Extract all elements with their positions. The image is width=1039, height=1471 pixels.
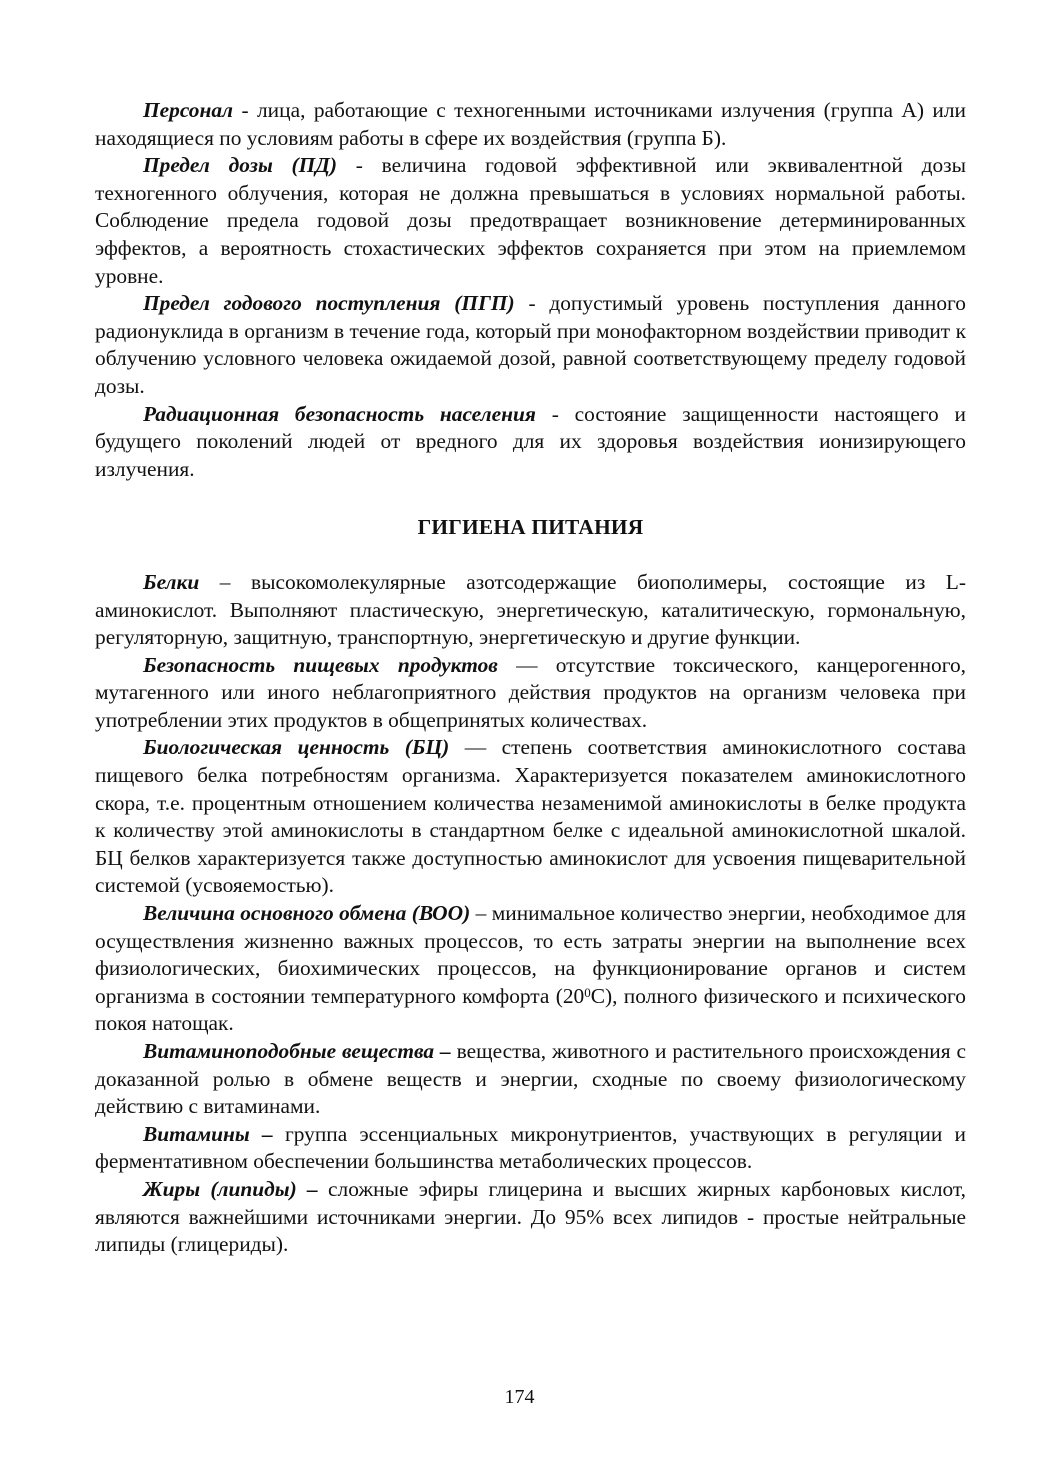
term: Витамины – [143, 1121, 273, 1146]
definition-text: — степень соответствия аминокислотного состава пищевого белка потребностям организма. Характеризуется показателем аминокислотного скора, т.е. процентным отношением количества незаменимой аминокислоты в белке продукта к количеству этой аминокислоты в стандартном белке с идеальной аминокислотной шкалой. БЦ белков характеризуется также доступностью аминокислот для усвоения пищеварительной системой (усвояемостью). [95, 735, 967, 898]
page-body [95, 97, 966, 1259]
superscript: 0 [584, 984, 591, 1000]
definition-text: - состояние защищенности настоящего и будущего поколений людей от вредного для их здоровья воздействия ионизирующего излучения. [95, 401, 966, 481]
definition-vitamin-like-substances [95, 1038, 966, 1121]
term: Биологическая ценность (БЦ) [143, 735, 450, 760]
definition-biological-value [95, 734, 966, 900]
term: Безопасность пищевых продуктов [143, 652, 498, 677]
term: Белки [143, 569, 200, 594]
definition-dose-limit [95, 152, 966, 290]
definition-text: - лица, работающие с техногенными источниками излучения (группа А) или находящиеся по условиям работы в сфере их воздействия (группа Б). [95, 98, 966, 150]
section-title: ГИГИЕНА ПИТАНИЯ [417, 515, 644, 540]
page-number: 174 [504, 1386, 535, 1408]
definition-annual-intake-limit [95, 290, 966, 400]
definition-basal-metabolism [95, 900, 966, 1038]
definition-proteins [95, 569, 966, 652]
term: Предел дозы (ПД) [143, 153, 338, 178]
term: Предел годового поступления (ПГП) [143, 291, 515, 316]
definition-text: — отсутствие токсического, канцерогенного, мутагенного или иного неблагоприятного действия продуктов на организм человека при употреблении этих продуктов в общепринятых количествах. [95, 652, 966, 732]
term: Витаминоподобные вещества – [143, 1039, 451, 1063]
term: Величина основного обмена (ВОО) [143, 901, 471, 926]
definition-text: - допустимый уровень поступления данного радионуклида в организм в течение года, который при монофакторном воздействии приводит к облучению условного человека ожидаемой дозой, равной соответствующему пределу годовой дозы. [95, 291, 966, 398]
definition-radiation-safety [95, 401, 966, 484]
definition-text: сложные эфиры глицерина и высших жирных карбоновых кислот, являются важнейшими источниками энергии. До 95% всех липидов - простые нейтральные липиды (глицериды). [95, 1176, 966, 1257]
definition-food-safety [95, 652, 966, 735]
definition-text-continued: С), полного физического и психического покоя натощак. [95, 983, 966, 1036]
definition-text: - величина годовой эффективной или эквивалентной дозы техногенного облучения, которая не должна превышаться в условиях нормальной работы. Соблюдение предела годовой дозы предотвращает возникновение детерминированных эффектов, а вероятность стохастических эффектов сохраняется при этом на приемлемом уровне. [95, 153, 966, 288]
term: Жиры (липиды) – [143, 1176, 318, 1201]
definition-text: вещества, животного и растительного происхождения с доказанной ролью в обмене веществ и энергии, сходные по своему физиологическому действию с витаминами. [95, 1039, 966, 1119]
definition-text: группа эссенциальных микронутриентов, участвующих в регуляции и ферментативном обеспечении большинства метаболических процессов. [95, 1121, 966, 1174]
definition-text: – минимальное количество энергии, необходимое для осуществления жизненно важных процессов, то есть затраты энергии на выполнение всех физиологических, биохимических процессов, на функционирование органов и систем организма в состоянии температурного комфорта (20 [95, 901, 966, 1008]
definition-vitamins [95, 1121, 966, 1176]
definition-personnel [95, 97, 966, 152]
term: Персонал [143, 98, 234, 122]
term: Радиационная безопасность населения [143, 401, 536, 426]
definition-text: – высокомолекулярные азотсодержащие биополимеры, состоящие из L-аминокислот. Выполняют пластическую, энергетическую, каталитическую, гормональную, регуляторную, защитную, транспортную, энергетическую и другие функции. [95, 569, 966, 650]
definition-fats [95, 1176, 966, 1259]
